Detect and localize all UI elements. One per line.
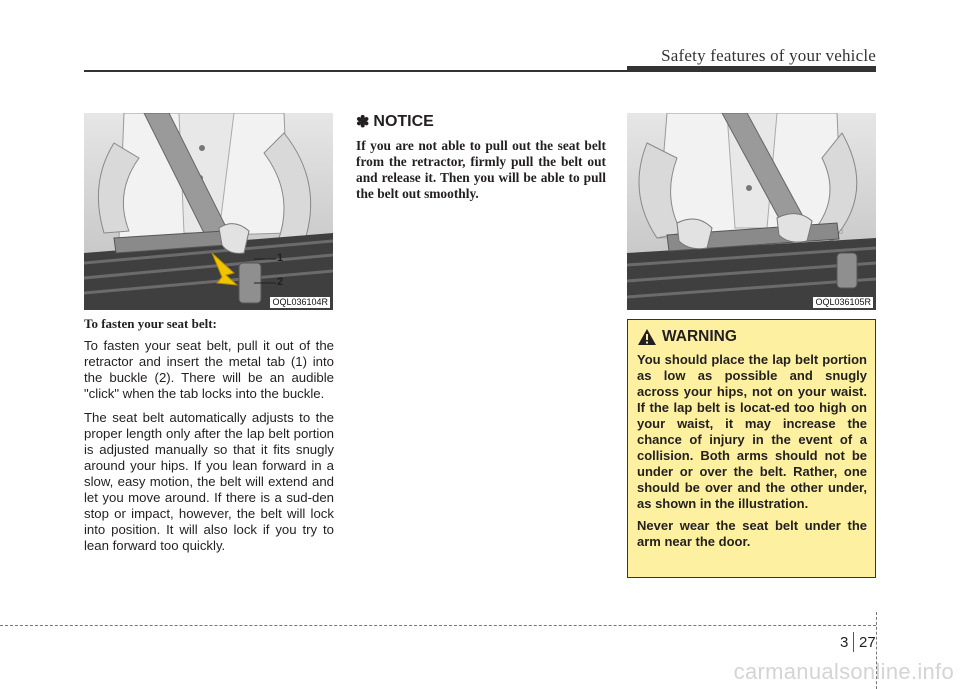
fasten-heading: To fasten your seat belt: [84,316,217,331]
footer-rule [0,625,876,626]
page-number-separator [853,632,854,652]
warning-paragraph-2: Never wear the seat belt under the arm near the door. [637,518,867,549]
callout-tab: 1 [277,252,284,264]
callout-buckle: 2 [277,276,284,288]
notice-symbol-icon: ✽ [356,114,370,131]
lap-belt-drawing [627,113,876,310]
notice-heading-text: NOTICE [373,113,434,130]
illustration-lap-belt-position [627,113,876,310]
notice-box [356,112,606,202]
fasten-paragraph-1: To fasten your seat belt, pull it out of the retractor and insert the metal tab (1) into the buckle (2). There will be an audible "click" when the tab locks into the buckle. [84,338,334,401]
fasten-paragraph-2: The seat belt automatically adjusts to the proper length only after the lap belt portion is adjusted manually so that it fits snugly around your hips. If you lean forward in a slow, easy motion, the belt will extend and let you move around. If there is a sud-den stop or impact, however, the belt will lock into position. It will also lock if you try to lean forward too quickly. [84,410,334,553]
figure-code-left: OQL036104R [272,297,328,307]
page-number: 27 [859,634,876,651]
warning-heading-text: WARNING [662,328,737,345]
fasten-belt-drawing [84,113,333,310]
notice-heading [356,112,606,132]
warning-box [627,319,876,578]
figure-code-right: OQL036105R [815,297,871,307]
header-rule-thick [627,66,876,72]
illustration-fasten-belt [84,113,333,310]
page-header-title: Safety features of your vehicle [661,46,876,65]
notice-text: If you are not able to pull out the seat belt from the retractor, firmly pull the belt out and release it. Then you will be able to pull the belt out smoothly. [356,138,606,201]
page-section-number: 3 [840,634,849,651]
warning-heading [637,328,867,346]
warning-paragraph-1: You should place the lap belt portion as low as possible and snugly across your hips, not on your waist. If the lap belt is locat-ed too high on your waist, it may increase the chance of injury in the event of a collision. Both arms should not be under or over the belt. Rather, one should be over and the other under, as shown in the illustration. [637,352,867,511]
watermark: carmanualsonline.info [733,659,954,684]
fasten-instructions [84,316,334,562]
warning-triangle-icon [637,328,657,346]
